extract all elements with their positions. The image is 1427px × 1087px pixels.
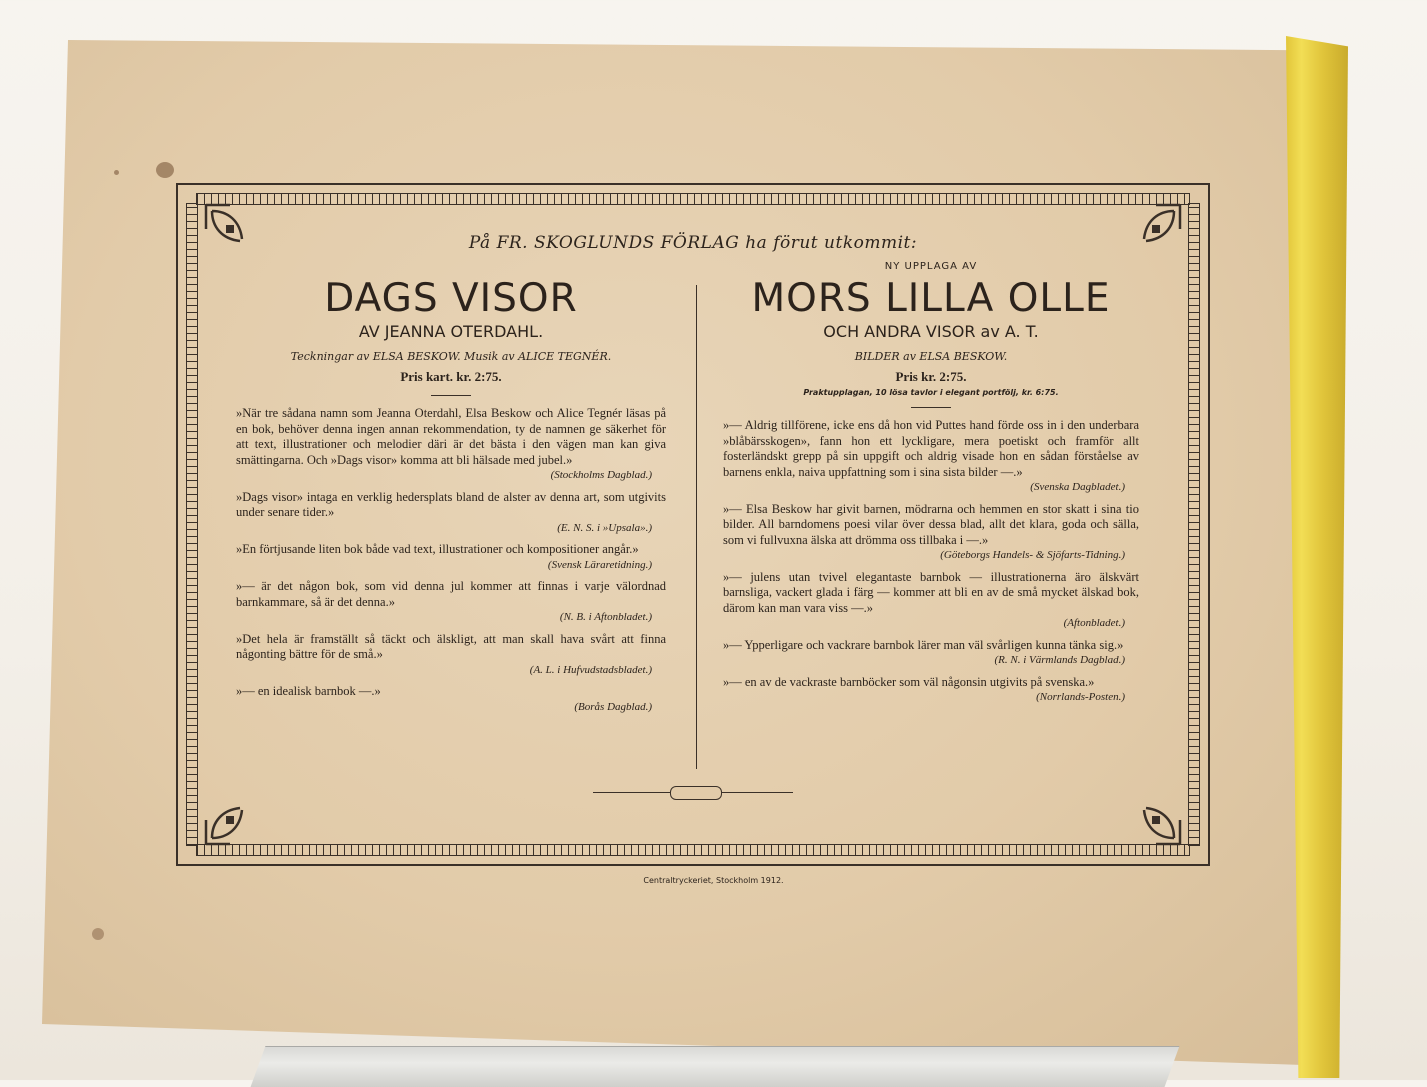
column-divider [696, 285, 697, 769]
review-quote: »— Ypperligare och vackrare barnbok lärer man väl svårligen kunna tänka sig.» (R. N. i Värmlands Dagblad.) [723, 638, 1139, 669]
review-source: (Borås Dagblad.) [574, 700, 652, 713]
book-credits: BILDER av ELSA BESKOW. [854, 350, 1008, 363]
book-price: Pris kr. 2:75. [895, 369, 967, 384]
corner-ornament [200, 790, 260, 850]
display-stand [251, 1046, 1180, 1087]
review-source: (E. N. S. i »Upsala».) [557, 521, 652, 534]
review-source: (A. L. i Hufvudstadsbladet.) [529, 663, 652, 676]
deluxe-edition: Praktupplagan, 10 lösa tavlor i elegant portfölj, kr. 6:75. [803, 388, 1059, 397]
section-rule [911, 407, 951, 408]
review-quote: »— en av de vackraste barnböcker som väl någonsin utgivits på svenska.» (Norrlands-Posten.) [723, 675, 1139, 706]
cover-stain [92, 928, 104, 940]
cover-stain [114, 170, 119, 175]
cover-stain [156, 162, 174, 178]
review-source: (Stockholms Dagblad.) [550, 469, 652, 481]
review-quote: »— är det någon bok, som vid denna jul kommer att finnas i varje välordnad barnkammare, så är det denna.» (N. B. i Aftonbladet.) [236, 579, 666, 626]
review-quote: »När tre sådana namn som Jeanna Oterdahl, Elsa Beskow och Alice Tegnér läsas på en bok, behöver denna ingen annan rekommendation, ty de namnen ge säkerhet för att text, illustrationer och melodier däri är det bästa i den vägen man kan giva smättingarna. Och »Dags visor» komma att bli hälsade med jubel.» (Stockholms Dagblad.) [236, 406, 666, 484]
border-ornament [196, 193, 1190, 205]
corner-ornament [1126, 790, 1186, 850]
border-ornament [186, 203, 198, 846]
border-ornament [1188, 203, 1200, 846]
review-quote: »Det hela är framställt så täckt och älskligt, att man skall hava svårt att finna någonting bättre för de små.» (A. L. i Hufvudstadsbladet.) [236, 632, 666, 679]
footer-ornament [670, 786, 722, 800]
review-quote: »— Aldrig tillförene, icke ens då hon vid Puttes hand förde oss in i den underbara »blåbärsskogen», fann hon ett lyckligare, mera poetiskt och framför allt fosterländskt grepp på sin uppgift och aldrig visade hon en sådan förståelse av barnens enkla, naiva uppfattning som i sina sista bilder —.» (Svenska Dagbladet.) [723, 418, 1139, 496]
book-title: MORS LILLA OLLE [751, 276, 1111, 321]
book-credits: Teckningar av ELSA BESKOW. Musik av ALICE TEGNÉR. [290, 350, 612, 363]
mors-lilla-olle-column [723, 261, 1139, 712]
publisher-intro: På FR. SKOGLUNDS FÖRLAG ha förut utkommit: [468, 233, 918, 253]
advert-frame [176, 183, 1210, 866]
review-source: (Svenska Dagbladet.) [1030, 481, 1125, 493]
spacer [236, 261, 666, 275]
review-quote: »Dags visor» intaga en verklig hedersplats bland de alster av denna art, som utgivits under senare tider.» (E. N. S. i »Upsala».) [236, 490, 666, 537]
review-quote: »— julens utan tvivel elegantaste barnbok — illustrationerna äro älskvärt barnsliga, vackert glada i färg — kommer att bli en av de små mycket älskad bok, därom kan man vara viss —.» (Aftonbladet.) [723, 570, 1139, 632]
book-title: DAGS VISOR [324, 276, 578, 321]
section-rule [431, 395, 471, 396]
book-author: OCH ANDRA VISOR av A. T. [823, 322, 1039, 341]
dags-visor-column [236, 261, 666, 721]
review-quote: »— Elsa Beskow har givit barnen, mödrarna och hemmen en stor skatt i sina tio bilder. All barndomens poesi vilar över dessa blad, allt det klara, goda och sälla, som vi fullvuxna älska att drömma oss tillbaka i —.» (Göteborgs Handels- & Sjöfarts-Tidning.) [723, 502, 1139, 564]
review-source: (R. N. i Värmlands Dagblad.) [994, 654, 1125, 666]
review-source: (Norrlands-Posten.) [1036, 691, 1125, 703]
book-author: AV JEANNA OTERDAHL. [358, 322, 544, 341]
review-source: (N. B. i Aftonbladet.) [559, 611, 652, 623]
review-source: (Svensk Läraretidning.) [547, 558, 652, 571]
review-quote: »— en idealisk barnbok —.» (Borås Dagblad.) [236, 684, 666, 715]
book-price: Pris kart. kr. 2:75. [400, 369, 502, 384]
printer-imprint: Centraltryckeriet, Stockholm 1912. [643, 876, 784, 885]
edition-note: NY UPPLAGA AV [884, 261, 978, 272]
review-source: (Göteborgs Handels- & Sjöfarts-Tidning.) [940, 549, 1125, 561]
review-source: (Aftonbladet.) [1063, 617, 1125, 629]
border-ornament [196, 844, 1190, 856]
review-quote: »En förtjusande liten bok både vad text, illustrationer och kompositioner angår.» (Svensk Läraretidning.) [236, 542, 666, 573]
